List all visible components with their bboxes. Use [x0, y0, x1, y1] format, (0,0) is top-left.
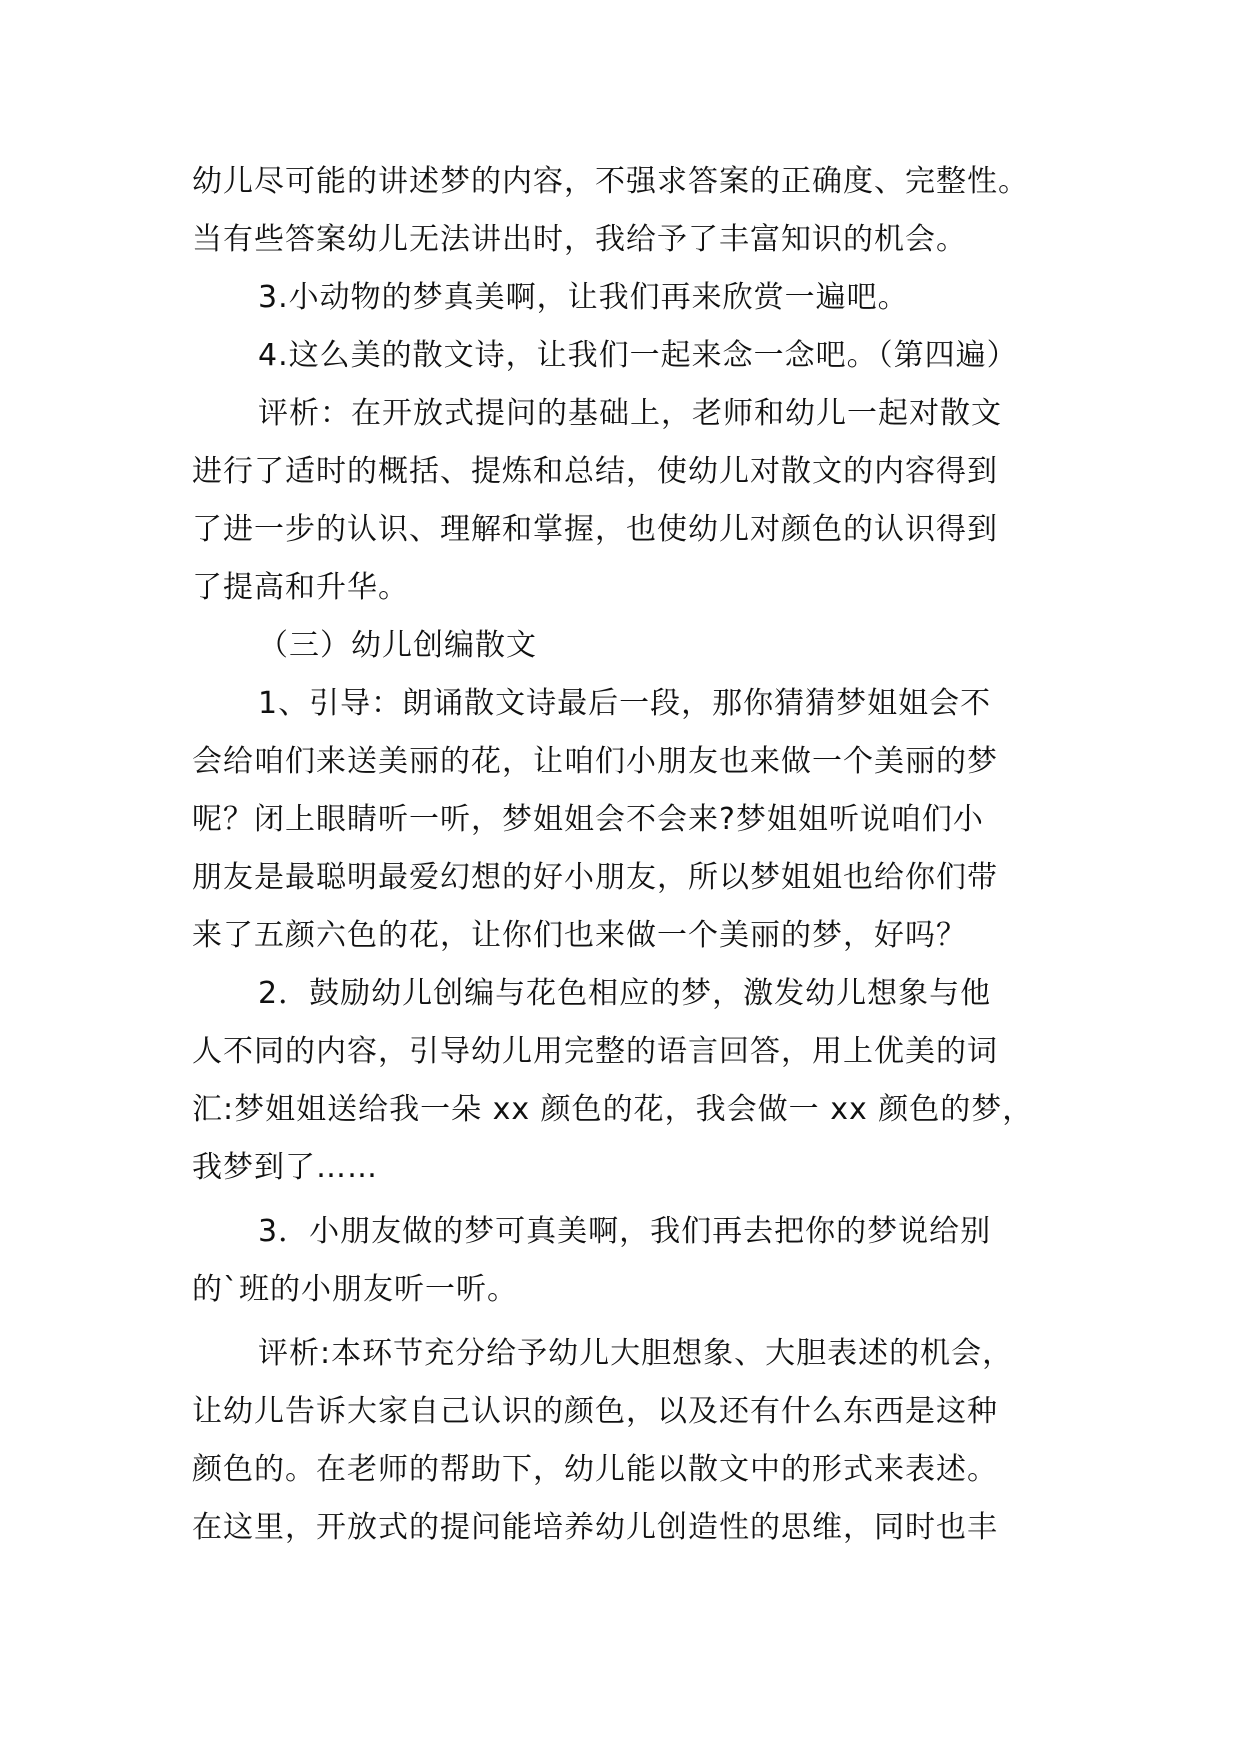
text-line-20: 的`班的小朋友听一听。 [192, 1272, 518, 1307]
text-line-14: 来了五颜六色的花，让你们也来做一个美丽的梦，好吗？ [192, 918, 967, 953]
text-line-5: 评析：在开放式提问的基础上，老师和幼儿一起对散文 [258, 396, 1002, 431]
text-line-24: 在这里，开放式的提问能培养幼儿创造性的思维，同时也丰 [192, 1510, 998, 1545]
text-line-15: 2．鼓励幼儿创编与花色相应的梦，激发幼儿想象与他 [258, 976, 992, 1011]
text-line-6: 进行了适时的概括、提炼和总结，使幼儿对散文的内容得到 [192, 454, 998, 489]
text-line-18: 我梦到了…… [192, 1150, 378, 1185]
text-line-13: 朋友是最聪明最爱幻想的好小朋友，所以梦姐姐也给你们带 [192, 860, 998, 895]
text-line-22: 让幼儿告诉大家自己认识的颜色，以及还有什么东西是这种 [192, 1394, 998, 1429]
text-line-21: 评析:本环节充分给予幼儿大胆想象、大胆表述的机会， [258, 1336, 1014, 1371]
text-line-11: 会给咱们来送美丽的花，让咱们小朋友也来做一个美丽的梦 [192, 744, 998, 779]
text-line-10: 1、引导：朗诵散文诗最后一段，那你猜猜梦姐姐会不 [258, 686, 992, 721]
text-line-23: 颜色的。在老师的帮助下，幼儿能以散文中的形式来表述。 [192, 1452, 998, 1487]
text-line-7: 了进一步的认识、理解和掌握，也使幼儿对颜色的认识得到 [192, 512, 998, 547]
text-line-19: 3．小朋友做的梦可真美啊，我们再去把你的梦说给别 [258, 1214, 992, 1249]
text-line-1: 幼儿尽可能的讲述梦的内容，不强求答案的正确度、完整性。 [192, 164, 1029, 199]
text-line-17: 汇:梦姐姐送给我一朵 xx 颜色的花，我会做一 xx 颜色的梦， [192, 1092, 1034, 1127]
text-line-3: 3.小动物的梦真美啊，让我们再来欣赏一遍吧。 [258, 280, 909, 315]
text-line-16: 人不同的内容，引导幼儿用完整的语言回答，用上优美的词 [192, 1034, 998, 1069]
section-heading: （三）幼儿创编散文 [258, 628, 537, 663]
text-line-2: 当有些答案幼儿无法讲出时，我给予了丰富知识的机会。 [192, 222, 967, 257]
text-line-12: 呢？闭上眼睛听一听，梦姐姐会不会来?梦姐姐听说咱们小 [192, 802, 984, 837]
text-line-8: 了提高和升华。 [192, 570, 409, 605]
text-line-4: 4.这么美的散文诗，让我们一起来念一念吧。（第四遍） [258, 338, 1018, 373]
